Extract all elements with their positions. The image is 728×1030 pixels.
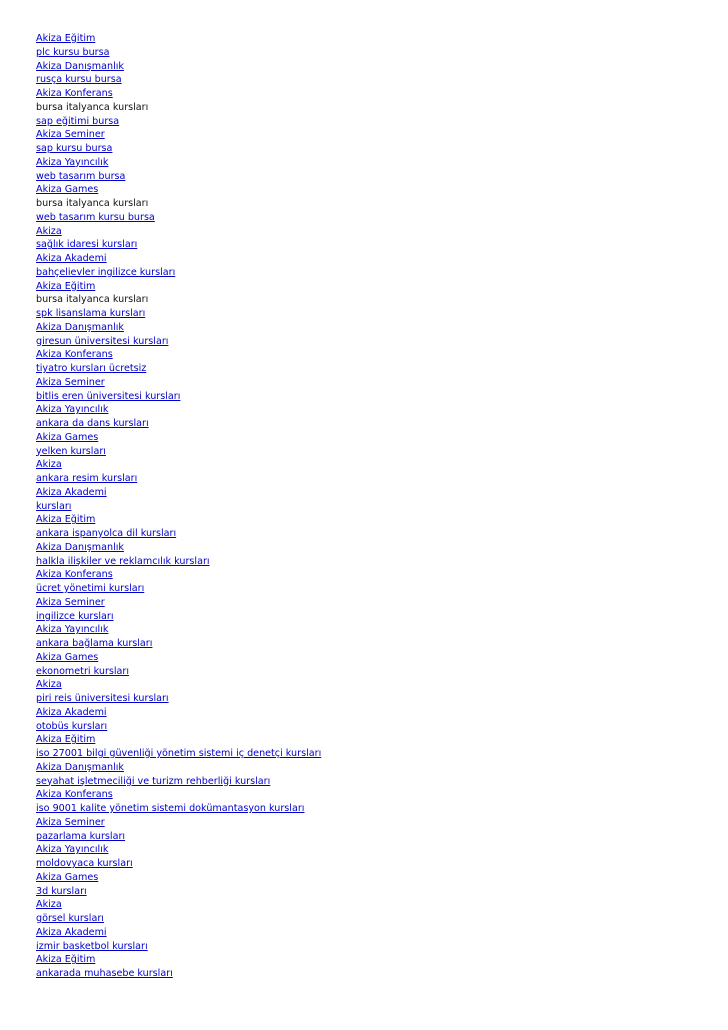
text-link[interactable]: Akiza Games [36,431,99,443]
list-item[interactable] [36,885,716,899]
text-link[interactable]: bahçelievler ingilizce kursları [36,266,176,278]
text-link[interactable]: Akiza Konferans [36,789,113,801]
list-item[interactable] [36,665,716,679]
plain-text: bursa italyanca kursları [36,294,149,306]
list-item[interactable] [36,967,716,981]
text-link[interactable]: Akiza Games [36,184,99,196]
list-item[interactable] [36,513,716,527]
list-item[interactable] [36,857,716,871]
text-link[interactable]: halkla ilişkiler ve reklamcılık kursları [36,555,210,567]
text-link[interactable]: ücret yönetimi kursları [36,583,145,594]
list-item[interactable] [36,128,716,142]
text-link[interactable]: görsel kursları [36,913,104,924]
text-link[interactable]: Akiza Akademi [36,926,107,938]
text-link[interactable]: 3d kursları [36,885,87,897]
text-link[interactable]: Akiza [36,899,62,911]
text-link[interactable]: otobüs kursları [36,720,108,732]
text-link[interactable]: Akiza Akademi [36,486,107,498]
text-link[interactable]: ankara ispanyolca dil kursları [36,528,177,539]
text-link[interactable]: Akiza [36,459,62,471]
list-item[interactable] [36,225,716,239]
text-link[interactable]: sağlık idaresi kursları [36,239,138,251]
text-link[interactable]: Akiza Seminer [36,376,105,388]
list-item[interactable] [36,170,716,184]
text-link[interactable]: Akiza Danışmanlık [36,761,124,773]
list-item[interactable] [36,142,716,156]
list-item[interactable] [36,596,716,610]
list-item[interactable] [36,362,716,376]
list-item[interactable] [36,775,716,789]
list-item[interactable] [36,376,716,390]
plain-text: bursa italyanca kursları [36,198,149,209]
list-item[interactable] [36,830,716,844]
list-item[interactable] [36,321,716,335]
list-item[interactable] [36,623,716,637]
text-link[interactable]: Akiza Seminer [36,816,105,828]
list-item[interactable] [36,898,716,912]
list-item[interactable] [36,500,716,514]
list-item[interactable] [36,843,716,857]
list-item[interactable] [36,568,716,582]
text-link[interactable]: web tasarım bursa [36,170,126,182]
text-link[interactable]: Akiza Eğitim [36,514,96,526]
list-item[interactable] [36,720,716,734]
list-item[interactable] [36,252,716,266]
text-link[interactable]: bitlis eren üniversitesi kursları [36,390,181,402]
list-item[interactable] [36,348,716,362]
list-item[interactable] [36,280,716,294]
text-link[interactable]: moldovyaca kursları [36,858,133,869]
list-item[interactable] [36,417,716,431]
text-link[interactable]: Akiza Danışmanlık [36,541,124,553]
text-link[interactable]: sap kursu bursa [36,143,113,154]
list-item[interactable] [36,582,716,596]
list-item[interactable] [36,733,716,747]
text-link[interactable]: iso 9001 kalite yönetim sistemi dokümantasyon kursları [36,803,305,814]
list-item[interactable] [36,73,716,87]
document-page [36,32,716,981]
text-link[interactable]: tiyatro kursları ücretsiz [36,363,147,374]
plain-text: bursa italyanca kursları [36,101,149,113]
text-link[interactable]: iso 27001 bilgi güvenliği yönetim sistemi iç denetçi kursları [36,748,322,759]
text-link[interactable]: yelken kursları [36,445,106,457]
list-item[interactable] [36,802,716,816]
list-item[interactable] [36,486,716,500]
list-item[interactable] [36,692,716,706]
text-link[interactable]: Akiza Eğitim [36,33,96,44]
list-item[interactable] [36,788,716,802]
list-item[interactable] [36,156,716,170]
text-link[interactable]: rusça kursu bursa [36,74,122,86]
list-item[interactable] [36,926,716,940]
text-link[interactable]: plc kursu bursa [36,46,110,58]
list-item[interactable] [36,211,716,225]
text-link[interactable]: Akiza Yayıncılık [36,404,109,416]
text-link[interactable]: Akiza Eğitim [36,954,96,966]
list-item[interactable] [36,706,716,720]
list-item[interactable] [36,183,716,197]
text-link[interactable]: ankara bağlama kursları [36,638,153,649]
list-item[interactable] [36,390,716,404]
list-item[interactable] [36,651,716,665]
list-item[interactable] [36,541,716,555]
text-link[interactable]: ekonometri kursları [36,665,130,677]
list-item [36,197,716,211]
list-item[interactable] [36,115,716,129]
text-link[interactable]: Akiza Danışmanlık [36,60,124,72]
text-link[interactable]: ankarada muhasebe kursları [36,968,173,979]
list-item[interactable] [36,335,716,349]
list-item[interactable] [36,87,716,101]
list-item [36,293,716,307]
list-item [36,101,716,115]
text-link[interactable]: Akiza Konferans [36,349,113,361]
text-link[interactable]: Akiza Danışmanlık [36,321,124,333]
list-item[interactable] [36,238,716,252]
list-item[interactable] [36,266,716,280]
list-item[interactable] [36,912,716,926]
text-link[interactable]: Akiza [36,679,62,691]
list-item[interactable] [36,953,716,967]
list-item[interactable] [36,46,716,60]
text-link[interactable]: Akiza Eğitim [36,734,96,746]
list-item[interactable] [36,458,716,472]
text-link[interactable]: Akiza Seminer [36,596,105,608]
list-item[interactable] [36,940,716,954]
text-link[interactable]: Akiza Seminer [36,129,105,141]
text-link[interactable]: izmir basketbol kursları [36,940,148,952]
list-item[interactable] [36,637,716,651]
list-item[interactable] [36,527,716,541]
text-link[interactable]: ingilizce kursları [36,610,114,622]
text-link[interactable]: piri reis üniversitesi kursları [36,693,169,704]
list-item[interactable] [36,747,716,761]
list-item[interactable] [36,472,716,486]
text-link[interactable]: Akiza Yayıncılık [36,844,109,856]
list-item[interactable] [36,445,716,459]
text-link[interactable]: ankara resim kursları [36,473,138,484]
text-link[interactable]: Akiza [36,225,62,237]
text-link[interactable]: giresun üniversitesi kursları [36,335,169,347]
text-link[interactable]: ankara da dans kursları [36,418,149,429]
list-item[interactable] [36,60,716,74]
text-link[interactable]: Akiza Games [36,871,99,883]
list-item[interactable] [36,816,716,830]
text-link[interactable]: Akiza Konferans [36,88,113,99]
text-link[interactable]: pazarlama kursları [36,830,126,842]
list-item[interactable] [36,761,716,775]
text-link[interactable]: web tasarım kursu bursa [36,211,155,223]
list-item[interactable] [36,555,716,569]
text-link[interactable]: Akiza Konferans [36,569,113,581]
list-item[interactable] [36,32,716,46]
text-link[interactable]: sap eğitimi bursa [36,115,120,127]
list-item[interactable] [36,403,716,417]
list-item[interactable] [36,431,716,445]
text-link[interactable]: Akiza Yayıncılık [36,624,109,636]
list-item[interactable] [36,678,716,692]
list-item[interactable] [36,871,716,885]
text-link[interactable]: Akiza Eğitim [36,280,96,292]
text-link[interactable]: spk lisanslama kursları [36,308,146,319]
text-link[interactable]: kursları [36,500,72,512]
text-link[interactable]: seyahat işletmeciliği ve turizm rehberliği kursları [36,775,271,787]
list-item[interactable] [36,307,716,321]
text-link[interactable]: Akiza Games [36,651,99,663]
text-link[interactable]: Akiza Akademi [36,706,107,718]
list-item[interactable] [36,610,716,624]
text-link[interactable]: Akiza Akademi [36,253,107,264]
text-link[interactable]: Akiza Yayıncılık [36,156,109,168]
